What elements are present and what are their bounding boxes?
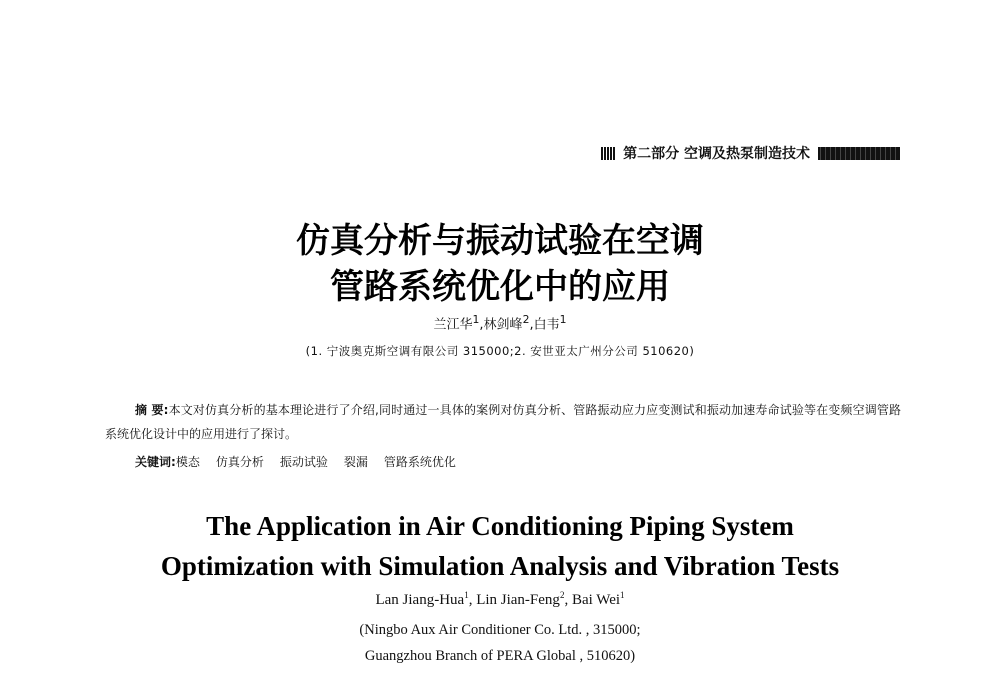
author-1-sup: 1 [472,313,480,326]
author-3-sup: 1 [559,313,567,326]
keyword-item: 仿真分析 [215,455,264,469]
author-1-name: 兰江华 [433,317,473,333]
en-author-sep: , [564,592,572,608]
en-author-sep: , [468,592,477,608]
english-affiliation [0,617,1000,669]
block-marker-icon [601,147,615,160]
english-title-line-2: Optimization with Simulation Analysis and Vibration Tests [160,551,840,581]
author-sep: , [529,317,534,333]
author-2-sup: 2 [522,313,530,326]
en-author-3-name: Bai Wei [571,592,621,608]
english-authors [0,590,1000,609]
abstract-label: 摘 要: [135,403,169,417]
section-header [601,143,900,163]
en-author-1-name: Lan Jiang-Hua [375,592,465,608]
section-header-text: 第二部分 空调及热泵制造技术 [623,146,810,162]
chinese-title-line-2: 管路系统优化中的应用 [330,267,670,307]
english-affiliation-line-2: Guangzhou Branch of PERA Global , 510620) [364,648,636,664]
chinese-authors [0,313,1000,332]
en-author-2-sup: 2 [559,590,565,600]
chinese-affiliation: (1. 宁波奥克斯空调有限公司 315000;2. 安世亚太广州分公司 510620) [305,344,695,358]
english-affiliation-line-1: (Ningbo Aux Air Conditioner Co. Ltd. , 315000; [359,622,641,638]
author-3-name: 白韦 [533,317,560,333]
block-bar-icon [818,147,900,160]
keyword-item: 振动试验 [279,455,328,469]
author-sep: , [479,317,484,333]
en-author-1-sup: 1 [464,590,469,600]
keyword-item: 裂漏 [343,455,368,469]
keywords-label: 关键词: [135,455,176,469]
abstract-text: 本文对仿真分析的基本理论进行了介绍,同时通过一具体的案例对仿真分析、管路振动应力应变测试和振动加速寿命试验等在变频空调管路系统优化设计中的应用进行了探讨。 [105,403,901,441]
english-title [0,506,1000,586]
en-author-2-name: Lin Jian-Feng [476,592,560,608]
keywords [135,453,472,470]
chinese-title-line-1: 仿真分析与振动试验在空调 [296,221,704,261]
keyword-item: 管路系统优化 [383,455,456,469]
en-author-3-sup: 1 [620,590,625,600]
abstract [105,398,901,446]
keyword-item: 模态 [175,455,200,469]
chinese-title [0,218,1000,310]
author-2-name: 林剑峰 [483,317,523,333]
english-title-line-1: The Application in Air Conditioning Piping System [206,511,794,541]
